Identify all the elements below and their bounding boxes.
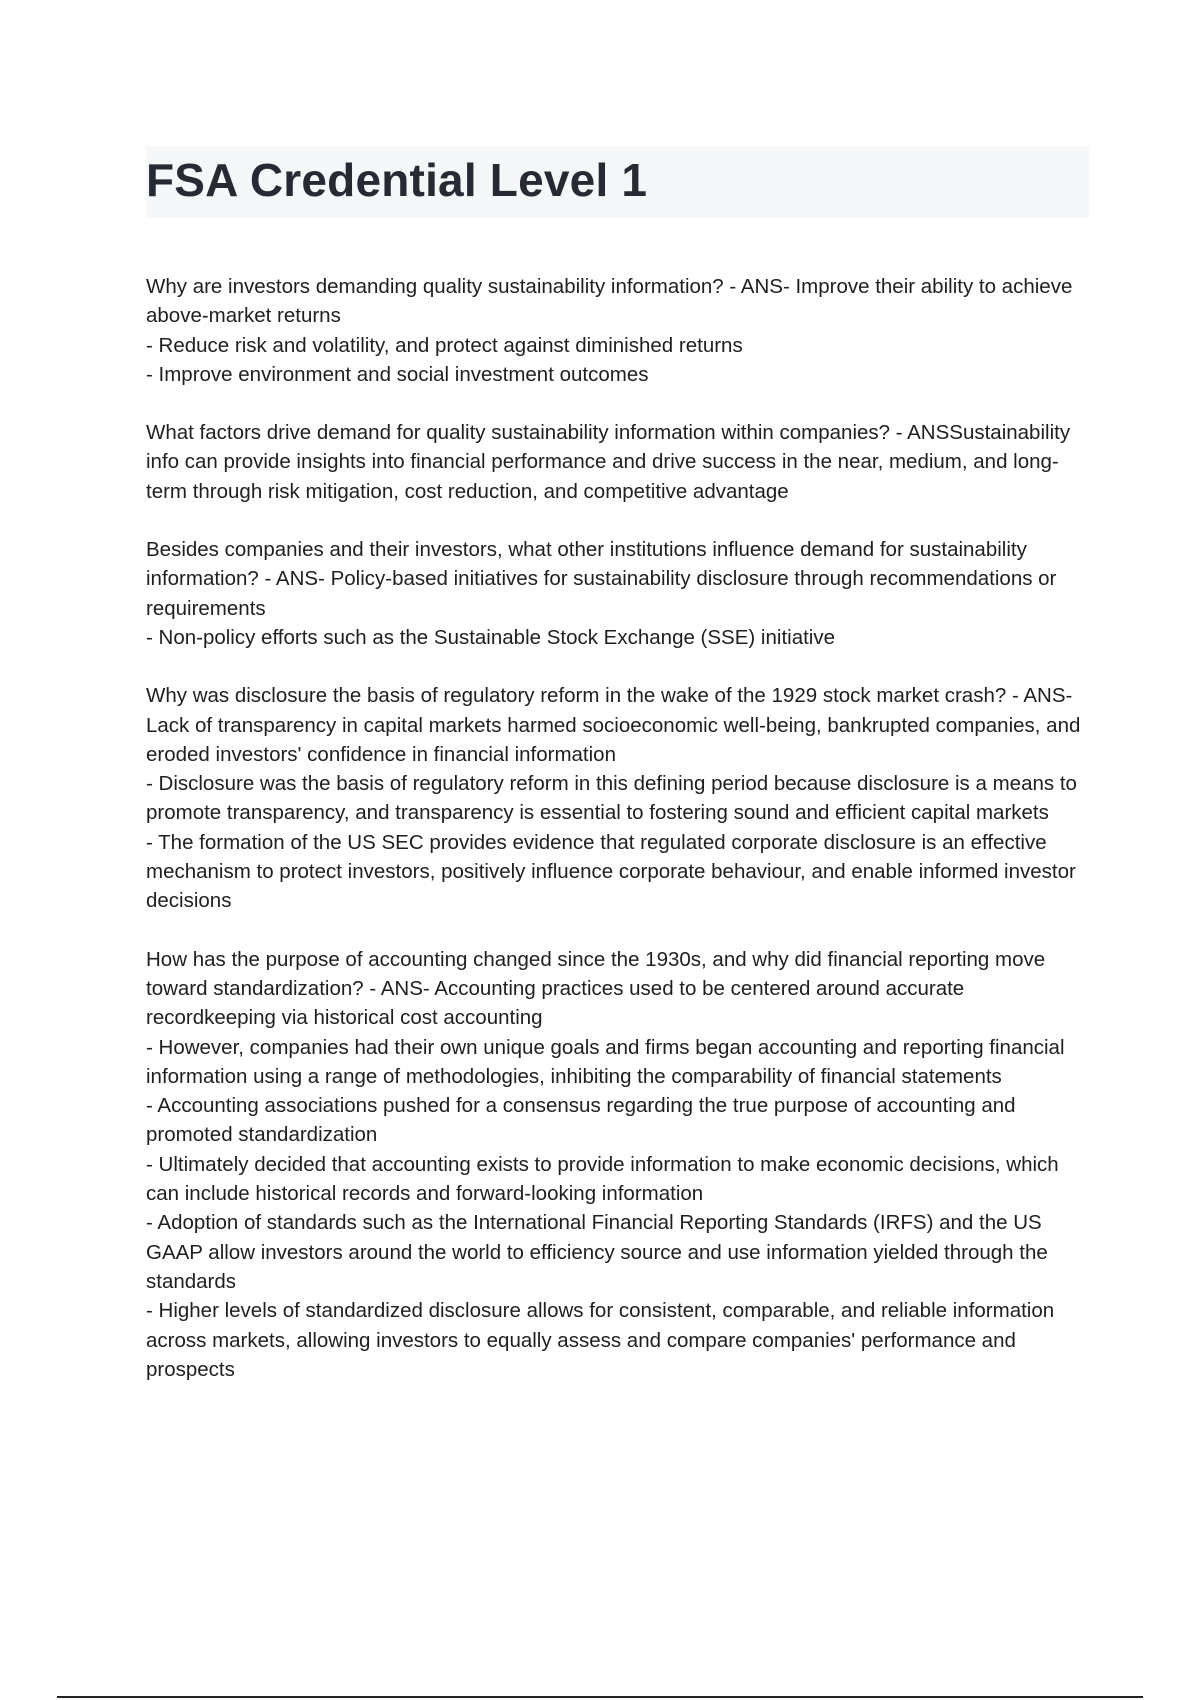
bottom-divider	[57, 1696, 1143, 1698]
qa-item	[146, 945, 1096, 1384]
qa-line: - Adoption of standards such as the International Financial Reporting Standards (IRFS) and the US GAAP allow investors around the world to efficiency source and use information yielded through the standards	[146, 1211, 1048, 1293]
qa-line: Why are investors demanding quality sustainability information? - ANS- Improve their ability to achieve above-market returns	[146, 275, 1073, 328]
qa-item	[146, 535, 1096, 652]
qa-item	[146, 681, 1096, 915]
qa-line: - Ultimately decided that accounting exists to provide information to make economic decisions, which can include historical records and forward-looking information	[146, 1152, 1059, 1206]
qa-line: - The formation of the US SEC provides evidence that regulated corporate disclosure is an effective mechanism to protect investors, positively influence corporate behaviour, and enable informed investor decisions	[146, 830, 1076, 913]
qa-item	[146, 272, 1096, 389]
qa-line: - Reduce risk and volatility, and protect against diminished returns	[146, 333, 743, 357]
qa-line: What factors drive demand for quality sustainability information within companies? - ANSSustainability info can provide insights into financial performance and drive success in the near, medium, and long-term through risk mitigation, cost reduction, and competitive advantage	[146, 421, 1071, 503]
qa-line: - Non-policy efforts such as the Sustainable Stock Exchange (SSE) initiative	[146, 625, 835, 649]
qa-line: Besides companies and their investors, what other institutions influence demand for sustainability information? - ANS- Policy-based initiatives for sustainability disclosure through recommendations or requirements	[146, 538, 1057, 620]
qa-item	[146, 418, 1096, 506]
qa-line: - Disclosure was the basis of regulatory reform in this defining period because disclosure is a means to promote transparency, and transparency is essential to fostering sound and efficient capital markets	[146, 772, 1077, 825]
title-banner	[146, 146, 1089, 218]
qa-line: - However, companies had their own unique goals and firms began accounting and reporting financial information using a range of methodologies, inhibiting the comparability of financial statements	[146, 1035, 1065, 1088]
page-title: FSA Credential Level 1	[146, 154, 648, 206]
qa-line: - Higher levels of standardized disclosure allows for consistent, comparable, and reliable information across markets, allowing investors to equally assess and compare companies' performance and prospects	[146, 1299, 1055, 1381]
qa-line: - Improve environment and social investment outcomes	[146, 362, 649, 386]
document-body	[146, 272, 1096, 1413]
qa-line: How has the purpose of accounting changed since the 1930s, and why did financial reporting move toward standardization? - ANS- Accounting practices used to be centered around accurate recordkeeping via historical cost accounting	[146, 947, 1046, 1030]
qa-line: Why was disclosure the basis of regulatory reform in the wake of the 1929 stock market crash? - ANS- Lack of transparency in capital markets harmed socioeconomic well-being, bankrupted companies, and eroded investors' confidence in financial information	[146, 684, 1081, 766]
qa-line: - Accounting associations pushed for a consensus regarding the true purpose of accounting and promoted standardization	[146, 1094, 1016, 1147]
